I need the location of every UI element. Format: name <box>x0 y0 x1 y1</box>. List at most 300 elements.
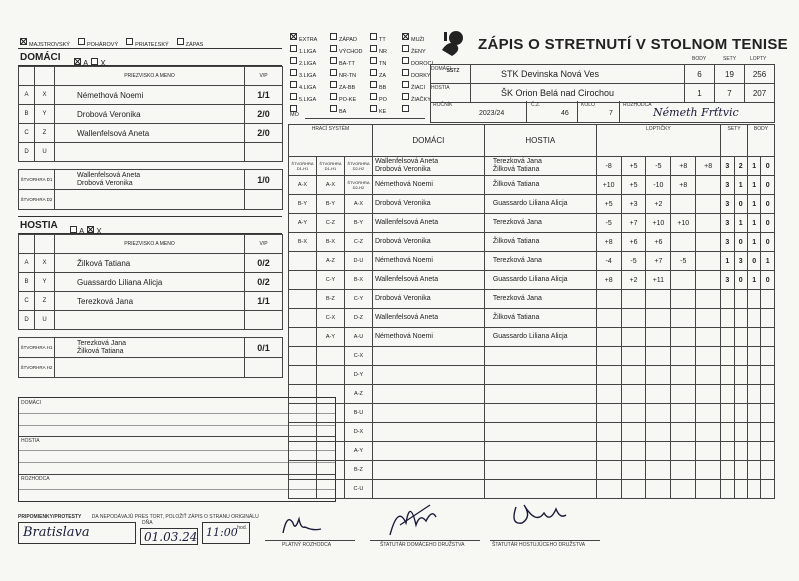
competition-type-label: ZÁPAS <box>185 42 204 48</box>
system-code <box>289 290 317 309</box>
hostia-panel <box>18 216 282 378</box>
rocnik-label: ROČNÍK <box>433 102 453 108</box>
checkbox-icon[interactable] <box>290 57 297 64</box>
checkbox-icon[interactable] <box>402 57 409 64</box>
notes-domaci-label: DOMÁCI <box>21 400 41 406</box>
system-code: C-Y <box>316 271 344 290</box>
system-code: B-Y <box>344 214 372 233</box>
set-score <box>734 385 747 404</box>
ball-score <box>671 328 696 347</box>
checkbox-icon[interactable] <box>370 45 377 52</box>
home-player <box>372 195 484 214</box>
league-option-label: 5.LIGA <box>299 97 317 103</box>
player-pos1: C <box>19 124 35 143</box>
system-checkboxes[interactable] <box>74 53 106 71</box>
league-option-label: ZA <box>379 73 387 79</box>
doubles-names <box>55 190 245 210</box>
checkbox-icon[interactable] <box>177 38 184 45</box>
away-player-name: Guassardo Liliana Alicja <box>492 200 568 207</box>
ball-score <box>621 461 646 480</box>
system-code: A-Y <box>344 442 372 461</box>
league-option-5[interactable] <box>330 40 370 55</box>
league-option-24[interactable] <box>290 100 330 110</box>
league-option-label: PO-KE <box>339 97 357 103</box>
league-option-label: KE <box>379 109 387 115</box>
system-code: B-X <box>316 233 344 252</box>
league-option-label: DOROCI <box>411 61 433 67</box>
system-code: C-Y <box>344 290 372 309</box>
checkbox-icon[interactable] <box>330 57 337 64</box>
match-row <box>289 347 775 366</box>
league-option-25[interactable] <box>330 100 370 115</box>
match-row <box>289 423 775 442</box>
point-score: 0 <box>761 176 775 195</box>
domaci-header <box>18 48 282 66</box>
away-player <box>484 271 596 290</box>
ball-score <box>671 442 696 461</box>
ball-score <box>646 442 671 461</box>
player-vp: 0/2 <box>245 254 283 273</box>
league-option-8[interactable] <box>290 52 330 67</box>
rocnik-value: 2023/24 <box>479 110 505 117</box>
point-score <box>747 442 760 461</box>
system-code <box>289 442 317 461</box>
player-vp <box>245 143 283 162</box>
league-option-1[interactable] <box>330 28 370 43</box>
away-player <box>484 328 596 347</box>
league-option-label: 4.LIGA <box>299 85 317 91</box>
system-code <box>316 461 344 480</box>
checkbox-icon[interactable] <box>330 81 337 88</box>
ball-score <box>596 423 621 442</box>
time-label: hod. <box>237 525 247 531</box>
doubles-vp <box>245 190 283 210</box>
league-option-26[interactable] <box>370 100 402 115</box>
league-option-6[interactable] <box>370 40 402 55</box>
away-player <box>484 252 596 271</box>
checkbox-icon[interactable] <box>370 69 377 76</box>
doubles-pos: ŠTVORHRA H1 <box>19 338 55 358</box>
home-player <box>372 271 484 290</box>
match-table <box>288 124 775 499</box>
league-option-17[interactable] <box>330 76 370 91</box>
away-player <box>484 442 596 461</box>
home-player-name: Némethová Noemi <box>374 181 433 188</box>
league-option-label: DORKY <box>411 73 431 79</box>
ball-score <box>621 442 646 461</box>
time-field[interactable] <box>202 522 250 544</box>
ball-score <box>646 347 671 366</box>
league-option-10[interactable] <box>370 52 402 67</box>
signature-away <box>490 495 600 539</box>
league-option-4[interactable] <box>290 40 330 55</box>
sig3-label: ŠTATUTÁR HOSTUJÚCEHO DRUŽSTVA <box>492 542 586 548</box>
checkbox-icon[interactable] <box>20 38 27 45</box>
ball-score <box>596 385 621 404</box>
checkbox-icon[interactable] <box>330 93 337 100</box>
vp-header: V/P <box>245 235 283 254</box>
player-vp: 1/1 <box>245 86 283 105</box>
logo-text: SSTZ <box>446 68 460 74</box>
point-score <box>747 423 760 442</box>
checkbox-icon[interactable] <box>370 57 377 64</box>
ball-score <box>696 214 721 233</box>
league-option-label: EXTRA <box>299 37 318 43</box>
set-score <box>721 442 734 461</box>
doubles-row <box>19 358 283 378</box>
home-player-name: Drobová Veronika <box>374 238 431 245</box>
player-pos2: Z <box>35 292 55 311</box>
away-team-row <box>431 84 775 103</box>
doubles-pos: ŠTVORHRA H2 <box>19 358 55 378</box>
ball-score <box>596 366 621 385</box>
set-score <box>721 461 734 480</box>
point-score <box>761 309 775 328</box>
page-title: ZÁPIS O STRETNUTÍ V STOLNOM TENISE <box>478 36 788 53</box>
league-option-9[interactable] <box>330 52 370 67</box>
hostia-players-table <box>18 234 283 378</box>
player-name <box>55 143 245 162</box>
competition-type-label: PRIATEĽSKÝ <box>135 42 169 48</box>
system-code <box>289 404 317 423</box>
set-score: 0 <box>734 195 747 214</box>
checkbox-icon[interactable] <box>290 45 297 52</box>
away-player <box>484 423 596 442</box>
home-player-name: Drobová Veronika <box>374 166 431 173</box>
away-player <box>484 404 596 423</box>
away-player-name: Žilková Tatiana <box>492 166 540 173</box>
col-lopticky: LOPTIČKY <box>646 126 671 132</box>
point-score <box>761 442 775 461</box>
ball-score <box>696 366 721 385</box>
player-pos2: U <box>35 143 55 162</box>
away-player-name: Guassardo Liliana Alicja <box>492 333 568 340</box>
match-row <box>289 461 775 480</box>
point-score <box>747 347 760 366</box>
doubles-names <box>55 338 245 358</box>
checkbox-icon[interactable] <box>290 33 297 40</box>
set-score: 3 <box>721 271 734 290</box>
sig1-label: PLATNÝ ROZHODCA <box>282 542 332 548</box>
kolo-value: 7 <box>609 110 613 117</box>
league-option-label: 1.LIGA <box>299 49 317 55</box>
checkbox-icon[interactable] <box>402 93 409 100</box>
checkbox-icon[interactable] <box>402 33 409 40</box>
checkbox-icon[interactable] <box>402 105 409 112</box>
point-score <box>761 347 775 366</box>
date-label: DŇA <box>142 520 153 526</box>
home-body: 6 <box>685 65 715 84</box>
notes-hostia-label: HOSTIA <box>21 438 40 444</box>
ball-score: +8 <box>671 157 696 176</box>
away-lopty: 207 <box>745 84 775 103</box>
set-score <box>734 404 747 423</box>
ball-score <box>646 328 671 347</box>
domaci-players-table <box>18 66 283 210</box>
point-score: 0 <box>761 271 775 290</box>
ball-score <box>696 290 721 309</box>
ball-score <box>696 404 721 423</box>
league-option-label: NR-TN <box>339 73 357 79</box>
ball-score <box>671 347 696 366</box>
set-score: 1 <box>734 214 747 233</box>
sety-header: SETY <box>723 56 737 62</box>
set-score <box>734 461 747 480</box>
league-option-2[interactable] <box>370 28 402 43</box>
player-pos2: Y <box>35 105 55 124</box>
doubles-row <box>19 190 283 210</box>
away-team-name: ŠK Orion Belá nad Cirochou <box>471 84 685 103</box>
doubles-name: Drobová Veronika <box>77 179 133 187</box>
vp-header: V/P <box>245 67 283 86</box>
player-row <box>19 124 283 143</box>
home-player <box>372 385 484 404</box>
ball-score <box>671 309 696 328</box>
checkbox-icon[interactable] <box>402 81 409 88</box>
kolo-label: KOLO <box>581 102 595 108</box>
home-sety: 19 <box>715 65 745 84</box>
away-player-name: Terezková Jana <box>492 219 542 226</box>
checkbox-icon[interactable] <box>330 45 337 52</box>
doubles-name: Žilková Tatiana <box>77 347 124 355</box>
ball-score <box>696 195 721 214</box>
competition-type-label: POHÁROVÝ <box>86 42 119 48</box>
checkbox-icon[interactable] <box>78 38 85 45</box>
player-name: Drobová Veronika <box>55 105 245 124</box>
system-code: B-X <box>344 271 372 290</box>
place-field[interactable] <box>18 522 136 544</box>
home-player <box>372 157 484 176</box>
league-option-label: NR <box>379 49 387 55</box>
checkbox-icon[interactable] <box>290 93 297 100</box>
checkbox-icon[interactable] <box>402 45 409 52</box>
ball-score <box>596 347 621 366</box>
league-option-16[interactable] <box>290 76 330 91</box>
league-option-14[interactable] <box>370 64 402 79</box>
ball-score: +8 <box>671 176 696 195</box>
league-option-label: ŽENY <box>411 49 426 55</box>
home-player <box>372 328 484 347</box>
ball-score <box>671 480 696 499</box>
match-row <box>289 157 775 176</box>
system-code: A-U <box>344 328 372 347</box>
ball-score <box>596 309 621 328</box>
ball-score: +10 <box>671 214 696 233</box>
player-pos1: B <box>19 273 35 292</box>
league-option-7[interactable] <box>402 40 436 55</box>
point-score <box>761 404 775 423</box>
system-code: B-Y <box>316 195 344 214</box>
ball-score <box>696 176 721 195</box>
domaci-panel <box>18 48 282 210</box>
checkbox-icon[interactable] <box>330 69 337 76</box>
player-pos2: X <box>35 254 55 273</box>
checkbox-icon[interactable] <box>330 105 337 112</box>
ball-score <box>671 195 696 214</box>
league-option-22[interactable] <box>370 88 402 103</box>
ball-score <box>696 271 721 290</box>
col-sety: SETY <box>727 126 741 132</box>
set-score <box>734 480 747 499</box>
league-option-12[interactable] <box>290 64 330 79</box>
checkbox-icon[interactable] <box>290 69 297 76</box>
home-player <box>372 442 484 461</box>
away-player <box>484 233 596 252</box>
league-option-18[interactable] <box>370 76 402 91</box>
league-option-label: ZA-BB <box>339 85 356 91</box>
match-row <box>289 309 775 328</box>
system-code: C-U <box>344 480 372 499</box>
ball-score <box>696 442 721 461</box>
away-player <box>484 366 596 385</box>
doubles-row <box>19 338 283 358</box>
player-pos2: U <box>35 311 55 330</box>
match-row <box>289 271 775 290</box>
league-option-label: ŽIAČKY <box>411 97 431 103</box>
match-row <box>289 328 775 347</box>
match-row <box>289 214 775 233</box>
system-code: A-X <box>316 176 344 195</box>
away-player <box>484 157 596 176</box>
away-player-name: Žilková Tatiana <box>492 181 540 188</box>
ball-score: +3 <box>621 195 646 214</box>
league-option-3[interactable] <box>402 28 436 43</box>
date-value: 01.03.24 <box>144 530 198 544</box>
system-code: A-Z <box>316 252 344 271</box>
match-row <box>289 290 775 309</box>
cz-value: 46 <box>561 110 569 117</box>
home-player <box>372 290 484 309</box>
system-code <box>289 347 317 366</box>
league-option-label: VÝCHOD <box>339 49 363 55</box>
player-vp: 1/1 <box>245 292 283 311</box>
match-table-header <box>289 125 775 157</box>
system-code: D-X <box>344 423 372 442</box>
ball-score: +5 <box>621 157 646 176</box>
set-score: 2 <box>734 157 747 176</box>
system-x-label: X <box>100 59 106 68</box>
system-code <box>289 423 317 442</box>
checkbox-icon[interactable] <box>87 226 94 233</box>
player-row <box>19 254 283 273</box>
ball-score: -10 <box>646 176 671 195</box>
checkbox-icon[interactable] <box>126 38 133 45</box>
home-player <box>372 309 484 328</box>
home-player-name: Némethová Noemi <box>374 333 433 340</box>
away-player-name: Guassardo Liliana Alicja <box>492 276 568 283</box>
col-hostia: HOSTIA <box>484 125 596 157</box>
competition-type-label: MAJSTROVSKÝ <box>29 42 70 48</box>
protesty-label: PRIPOMIENKY/PROTESTY <box>18 514 82 520</box>
league-option-20[interactable] <box>290 88 330 103</box>
ball-score <box>696 328 721 347</box>
home-player-name: Wallenfelsová Aneta <box>374 158 439 165</box>
ball-score: -5 <box>671 252 696 271</box>
system-checkboxes[interactable] <box>70 221 102 239</box>
doubles-vp <box>245 358 283 378</box>
rozhodca-value: Németh Frťtvic <box>653 106 739 119</box>
set-score: 3 <box>721 214 734 233</box>
hostia-title: HOSTIA <box>20 220 58 231</box>
checkbox-icon[interactable] <box>290 81 297 88</box>
system-x-label: X <box>96 227 102 236</box>
player-vp: 0/2 <box>245 273 283 292</box>
domaci-title: DOMÁCI <box>20 52 61 63</box>
date-field[interactable] <box>140 528 198 545</box>
system-code: C-X <box>344 347 372 366</box>
player-name: Wallenfelsová Aneta <box>55 124 245 143</box>
home-label: DOMÁCI <box>431 66 451 72</box>
league-option-label: MUŽI <box>411 37 425 43</box>
league-option-21[interactable] <box>330 88 370 103</box>
point-score <box>747 404 760 423</box>
league-option-13[interactable] <box>330 64 370 79</box>
home-team-name: STK Devinska Nová Ves <box>471 65 685 84</box>
checkbox-icon[interactable] <box>91 58 98 65</box>
player-pos1: A <box>19 254 35 273</box>
ball-score <box>621 290 646 309</box>
player-pos2: Z <box>35 124 55 143</box>
checkbox-icon[interactable] <box>370 33 377 40</box>
match-row <box>289 195 775 214</box>
point-score <box>761 480 775 499</box>
checkbox-icon[interactable] <box>370 81 377 88</box>
player-row <box>19 86 283 105</box>
system-code <box>289 328 317 347</box>
name-header: PRIEZVISKO A MENO <box>55 67 245 86</box>
set-score: 3 <box>721 157 734 176</box>
set-score: 0 <box>734 233 747 252</box>
ball-score: +2 <box>621 271 646 290</box>
player-vp: 2/0 <box>245 105 283 124</box>
doubles-name: Wallenfelsová Aneta <box>77 171 141 179</box>
match-row <box>289 404 775 423</box>
ball-score: -5 <box>596 214 621 233</box>
point-score: 0 <box>761 233 775 252</box>
body-header: BODY <box>692 56 707 62</box>
checkbox-icon[interactable] <box>74 58 81 65</box>
system-code: A-Y <box>289 214 317 233</box>
system-code: A-X <box>344 195 372 214</box>
away-player <box>484 347 596 366</box>
home-player <box>372 404 484 423</box>
league-option-0[interactable] <box>290 28 330 43</box>
doubles-vp: 1/0 <box>245 170 283 190</box>
point-score: 1 <box>747 195 760 214</box>
ball-score <box>596 461 621 480</box>
checkbox-icon[interactable] <box>330 33 337 40</box>
system-code <box>289 366 317 385</box>
league-option-label: PO <box>379 97 387 103</box>
checkbox-icon[interactable] <box>370 105 377 112</box>
checkbox-icon[interactable] <box>370 93 377 100</box>
checkbox-icon[interactable] <box>402 69 409 76</box>
home-player-name: Drobová Veronika <box>374 295 431 302</box>
point-score <box>761 423 775 442</box>
checkbox-icon[interactable] <box>70 226 77 233</box>
ball-score <box>621 480 646 499</box>
away-player <box>484 214 596 233</box>
player-vp: 2/0 <box>245 124 283 143</box>
system-code: A-X <box>289 176 317 195</box>
team-results <box>430 56 775 103</box>
ball-score <box>671 271 696 290</box>
rozhodca-label: ROZHODCA <box>623 102 652 108</box>
point-score <box>747 461 760 480</box>
ball-score <box>696 385 721 404</box>
match-row <box>289 252 775 271</box>
col-domaci: DOMÁCI <box>372 125 484 157</box>
